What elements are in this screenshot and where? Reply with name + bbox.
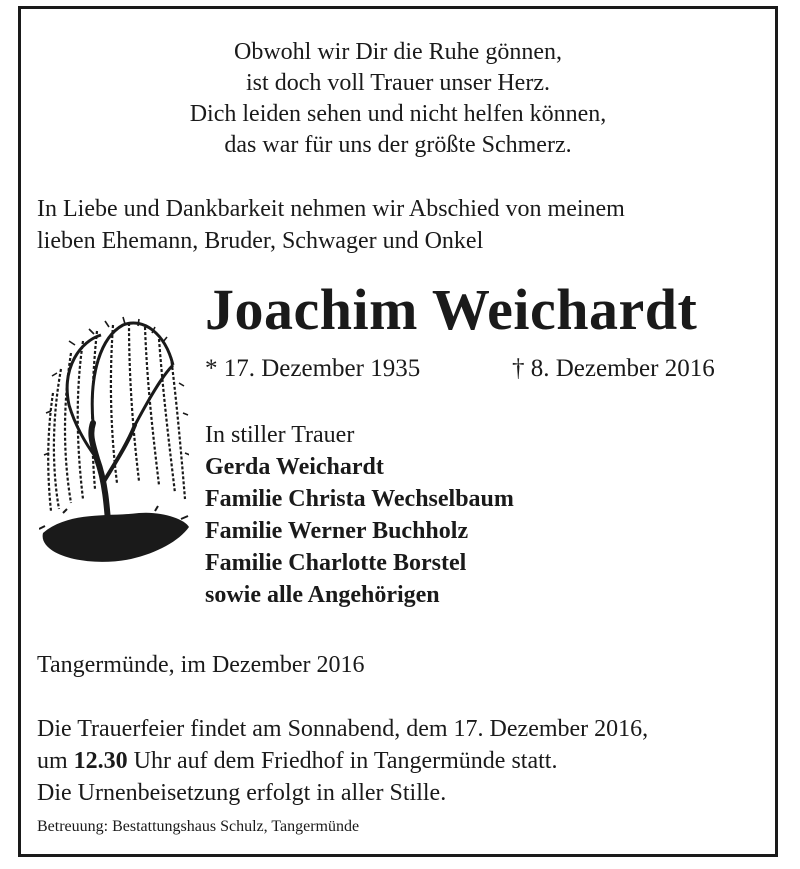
mourner-name: Familie Charlotte Borstel [205,550,467,576]
intro-line: lieben Ehemann, Bruder, Schwager und Onkel [37,228,484,254]
funeral-line: Die Urnenbeisetzung erfolgt in aller Stille. [37,780,447,806]
funeral-line: Die Trauerfeier findet am Sonnabend, dem 17. Dezember 2016, [37,716,649,742]
poem-line: das war für uns der größte Schmerz. [224,132,572,158]
birth-date: * 17. Dezember 1935 [205,355,421,382]
mourners-list [205,419,514,611]
poem [21,37,775,161]
poem-line: Obwohl wir Dir die Ruhe gönnen, [234,39,562,65]
undertaker-credit: Betreuung: Bestattungshaus Schulz, Tangermünde [37,818,360,835]
farewell-intro [37,193,625,257]
mourner-name: Familie Christa Wechselbaum [205,486,514,512]
funeral-line [37,745,648,777]
funeral-info [37,713,648,809]
mourner-name: Gerda Weichardt [205,454,384,480]
place-date: Tangermünde, im Dezember 2016 [37,652,365,678]
poem-line: Dich leiden sehen und nicht helfen können, [189,101,607,127]
weeping-willow-icon [39,313,189,571]
mourner-name: sowie alle Angehörigen [205,582,440,608]
mourning-heading: In stiller Trauer [205,422,355,448]
deceased-name: Joachim Weichardt [205,277,698,342]
funeral-time: 12.30 [73,748,128,774]
death-date: † 8. Dezember 2016 [512,355,715,382]
mourner-name: Familie Werner Buchholz [205,518,469,544]
poem-line: ist doch voll Trauer unser Herz. [246,70,550,96]
funeral-suffix: Uhr auf dem Friedhof in Tangermünde statt. [127,748,558,774]
obituary-notice [18,6,778,857]
funeral-prefix: um [37,748,74,774]
intro-line: In Liebe und Dankbarkeit nehmen wir Abschied von meinem [37,196,625,222]
